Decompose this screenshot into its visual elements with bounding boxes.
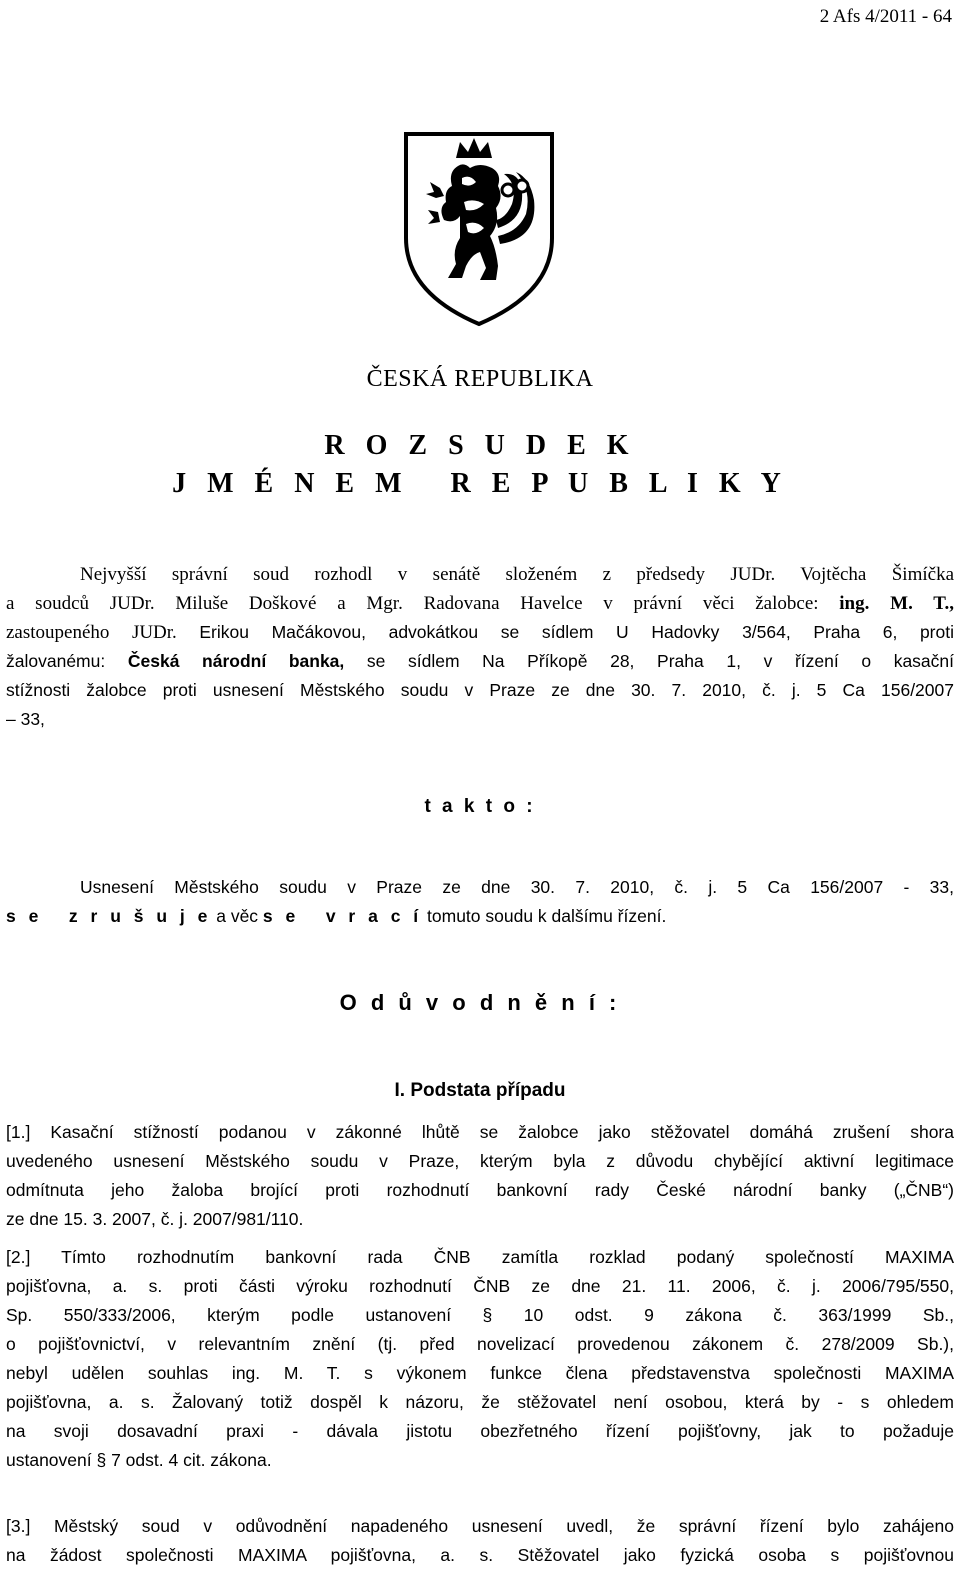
paragraph-line: pojišťovna, a. s. Žalovaný totiž dospěl k názoru, že stěžovatel není osobou, která by - s ohledem	[6, 1392, 954, 1412]
paragraph-line: odmítnuta jeho žaloba brojící proti rozhodnutí bankovní rady České národní banky („ČNB“)	[6, 1180, 954, 1200]
intro-line: Nejvyšší správní soud rozhodl v senátě složeném z předsedy JUDr. Vojtěcha Šimíčka	[80, 564, 954, 585]
country-heading: ČESKÁ REPUBLIKA	[366, 366, 594, 392]
paragraph-3	[6, 1512, 954, 1570]
paragraph-line: nebyl udělen souhlas ing. M. T. s výkonem funkce člena představenstva společnosti MAXIMA	[6, 1363, 954, 1383]
paragraph-line: [3.] Městský soud v odůvodnění napadeného usnesení uvedl, že správní řízení bylo zahájeno	[6, 1516, 954, 1536]
takto-heading: t a k t o :	[424, 796, 536, 817]
paragraph-line: [1.] Kasační stížností podanou v zákonné lhůtě se žalobce jako stěžovatel domáhá zrušení shora	[6, 1122, 954, 1142]
intro-line: – 33,	[6, 709, 45, 729]
intro-line: a soudců JUDr. Miluše Doškové a Mgr. Radovana Havelce v právní věci žalobce: ing. M. T.,	[6, 593, 954, 614]
paragraph-line: o pojišťovnictví, v relevantním znění (tj. před novelizací provedenou zákonem č. 278/2009 Sb.),	[6, 1334, 954, 1354]
paragraph-1	[6, 1118, 954, 1234]
czech-lion-coat-of-arms-icon	[400, 128, 558, 328]
paragraph-line: ze dne 15. 3. 2007, č. j. 2007/981/110.	[6, 1209, 304, 1229]
paragraph-line: ustanovení § 7 odst. 4 cit. zákona.	[6, 1450, 272, 1470]
paragraph-2	[6, 1243, 954, 1475]
verdict-line: s e z r u š u j e a věc s e v r a c í tomuto soudu k dalšímu řízení.	[6, 906, 667, 926]
intro-line: žalovanému: Česká národní banka, se sídlem Na Příkopě 28, Praha 1, v řízení o kasační	[6, 651, 954, 671]
intro-paragraph	[6, 560, 954, 734]
verdict-paragraph	[6, 873, 954, 931]
paragraph-line: uvedeného usnesení Městského soudu v Praze, kterým byla z důvodu chybějící aktivní legitimace	[6, 1151, 954, 1171]
paragraph-line: na žádost společnosti MAXIMA pojišťovna, a. s. Stěžovatel jako fyzická osoba s pojišťovnou	[6, 1545, 954, 1565]
paragraph-line: Sp. 550/333/2006, kterým podle ustanovení § 10 odst. 9 zákona č. 363/1999 Sb.,	[6, 1305, 954, 1325]
paragraph-line: pojišťovna, a. s. proti části výroku rozhodnutí ČNB ze dne 21. 11. 2006, č. j. 2006/795/550,	[6, 1276, 954, 1296]
intro-line: zastoupeného JUDr. Erikou Mačákovou, advokátkou se sídlem U Hadovky 3/564, Praha 6, proti	[6, 622, 954, 643]
case-reference: 2 Afs 4/2011 - 64	[819, 6, 952, 27]
reasoning-heading: O d ů v o d n ě n í :	[339, 990, 621, 1015]
intro-line: stížnosti žalobce proti usnesení Městského soudu v Praze ze dne 30. 7. 2010, č. j. 5 Ca 156/2007	[6, 680, 954, 700]
judgment-title: R O Z S U D E K	[324, 430, 636, 461]
paragraph-line: na svoji dosavadní praxi - dávala jistotu obezřetného řízení pojišťovny, jak to požaduje	[6, 1421, 954, 1441]
verdict-line: Usnesení Městského soudu v Praze ze dne 30. 7. 2010, č. j. 5 Ca 156/2007 - 33,	[80, 877, 954, 897]
judgment-subtitle: J M É N E M R E P U B L I K Y	[172, 468, 788, 499]
section-heading: I. Podstata případu	[394, 1080, 566, 1101]
paragraph-line: [2.] Tímto rozhodnutím bankovní rada ČNB zamítla rozklad podaný společností MAXIMA	[6, 1247, 954, 1267]
